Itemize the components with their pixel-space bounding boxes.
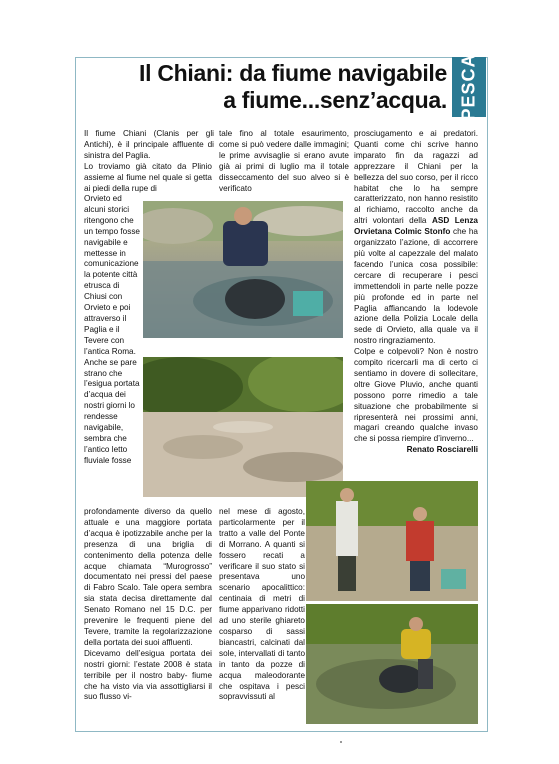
organization-name: ASD Lenza Orvietana Colmic Stonfo (354, 216, 478, 237)
photo-man-with-bucket-in-river (143, 201, 343, 338)
col1-top-paragraph: Il fiume Chiani (Clanis per gli Antichi), è il principale affluente di sinistra del Paglia. (84, 129, 214, 160)
col1-wrap-paragraph: Orvieto ed alcuni storici ritengono che un tempo fosse navigabile e mettesse in comunicazione la potente città etrusca di Chiusi con Orvieto e poi attraverso il Paglia e il Tevere con l’antica Roma. Anche se pare strano che l’esigua portata d’acqua dei nostri giorni lo rendesse navigabile, sembra che l’antico letto fluviale fosse (84, 194, 140, 465)
author-signature: Renato Rosciarelli (406, 445, 478, 455)
column-1-top (84, 129, 214, 194)
col3-paragraph-2: Colpe e colpevoli? Non è nostro compito ricercarli ma di certo ci sentiamo in dovere di sollecitare, oltre Giove Pluvio, anche quanti possono porre rimedio a tale situazione che probabilmente si ripresenterà nei prossimi anni, magari creando qualche invaso che si possa riempire d’inverno... (354, 347, 478, 444)
column-1-bottom (84, 507, 212, 703)
photo-dry-riverbed (143, 357, 343, 497)
column-3 (354, 129, 478, 456)
col1-bottom-paragraph: profondamente diverso da quello attuale e una maggiore portata d’acqua è ipotizzabile anche per la presenza di una briglia di contenimento della potenza delle acque chiamata “Murogrosso” documentato nei pressi del paese di Fabro Scalo. Tale opera sembra sia stata decisa direttamente dal Senato Romano nel 15 D.C. per prevenire le frequenti piene del Tevere, tramite la regolarizzazione della portata dei suoi affluenti. (84, 507, 212, 647)
article-title (139, 60, 447, 114)
col3-paragraph-1: prosciugamento e ai predatori. Quanti come chi scrive hanno imparato fin da ragazzi ad apprezzare il Chiani per la bellezza del suo corso, per il ricco habitat che lo ha sempre caratterizzato, non hanno resistito al richiamo, raccolto anche da altri volontari della ASD Lenza Orvietana Colmic Stonfo che ha organizzato l’azione, di accorrere più volte al capezzale del malato facendo l’unica cosa possibile: cercare di recuperare i pesci immettendoli in parte nelle pozze più profonde ed in parte nel Paglia affiancando la lodevole azione della Polizia Locale della sede di Orvieto, alla quale va il nostro ringraziamento. (354, 129, 478, 346)
title-line-2: a fiume...senz’acqua. (223, 87, 447, 113)
title-line-1: Il Chiani: da fiume navigabile (139, 60, 447, 86)
photo-volunteers-with-nets (306, 481, 478, 601)
column-2-top (219, 129, 349, 194)
page-dot (340, 741, 342, 743)
column-2-bottom (219, 507, 305, 703)
photo-man-lifting-fish (306, 604, 478, 724)
section-tab: PESCA (452, 57, 486, 117)
column-1-wrap (84, 194, 141, 467)
col1-intro-paragraph: Lo troviamo già citato da Plinio assieme al fiume nel quale si getta ai piedi della rupe di (84, 161, 212, 193)
col1-paragraph-2: Dicevamo dell’esigua portata dei nostri giorni: l’estate 2008 è stata terribile per il nostro baby- fiume che ha visto via via assottigliarsi il suo flusso vi- (84, 648, 212, 702)
col2-top-paragraph: tale fino al totale esaurimento, come si può vedere dalle immagini; le prime avvisaglie si erano avute già ai primi di luglio ma il totale disseccamento del suo alveo si è verificato (219, 129, 349, 193)
col2-bottom-paragraph: nel mese di agosto, particolarmente per il tratto a valle del Ponte di Morrano. A quanti si fossero recati a verificare il suo stato si presentava uno scenario apocalittico: centinaia di metri di fiume apparivano ridotti ad uno sterile ghiareto cosparso di sassi biancastri, calcinati dal sole, intervallati di tanto in tanto da pozze di acqua maleodorante che ospitava i pesci sopravvissuti al (219, 507, 305, 702)
